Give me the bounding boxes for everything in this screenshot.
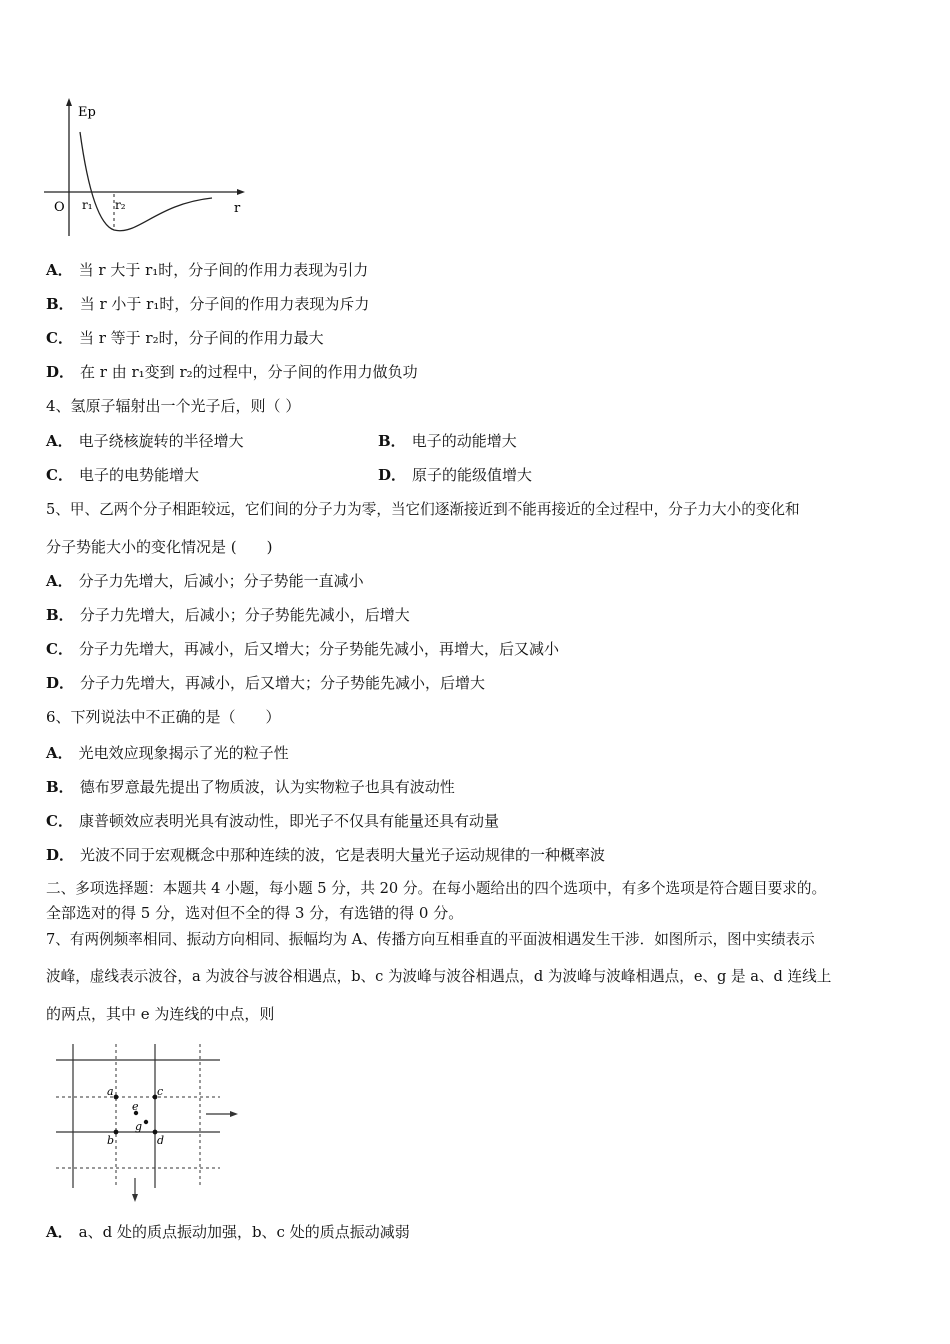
option-letter: A． xyxy=(46,744,73,762)
q3-option-c[interactable] xyxy=(46,328,324,348)
option-letter: A． xyxy=(46,261,73,279)
option-text: 在 r 由 r₁变到 r₂的过程中，分子间的作用力做负功 xyxy=(80,363,418,381)
q5-stem-line1: 5、甲、乙两个分子相距较远，它们间的分子力为零，当它们逐渐接近到不能再接近的全过程中，分子力大小的变化和 xyxy=(46,501,800,518)
label-d: d xyxy=(157,1134,165,1147)
option-letter: D． xyxy=(378,466,407,484)
label-b: b xyxy=(107,1134,115,1147)
option-text: a、d 处的质点振动加强，b、c 处的质点振动减弱 xyxy=(78,1223,410,1241)
potential-curve xyxy=(80,132,212,231)
q4-option-d[interactable] xyxy=(378,465,532,485)
option-text: 电子绕核旋转的半径增大 xyxy=(78,432,244,450)
option-text: 当 r 小于 r₁时，分子间的作用力表现为斥力 xyxy=(79,295,370,313)
option-text: 光波不同于宏观概念中那种连续的波，它是表明大量光子运动规律的一种概率波 xyxy=(80,846,606,864)
q6-option-d[interactable] xyxy=(46,845,605,865)
option-text: 康普顿效应表明光具有波动性，即光子不仅具有能量还具有动量 xyxy=(78,812,499,830)
option-text: 分子力先增大，再减小，后又增大；分子势能先减小，后增大 xyxy=(80,674,486,692)
y-axis-arrow xyxy=(66,98,72,106)
option-letter: B． xyxy=(46,295,74,313)
ep-label: Ep xyxy=(78,105,96,120)
r-axis-label: r xyxy=(234,201,241,216)
q5-stem-line2: 分子势能大小的变化情况是 ( ) xyxy=(46,538,273,556)
label-c: c xyxy=(157,1085,164,1098)
point-b xyxy=(114,1130,119,1135)
q5-option-c[interactable] xyxy=(46,639,559,659)
label-g: g xyxy=(135,1120,143,1133)
q4-option-c[interactable] xyxy=(46,465,199,485)
option-letter: A． xyxy=(46,1223,73,1241)
q5-option-a[interactable] xyxy=(46,571,364,591)
r1-label: r₁ xyxy=(82,198,93,212)
option-letter: D． xyxy=(46,846,75,864)
q4-option-b[interactable] xyxy=(378,431,517,451)
section2-line2: 全部选对的得 5 分，选对但不全的得 3 分，有选错的得 0 分。 xyxy=(46,904,464,922)
option-text: 光电效应现象揭示了光的粒子性 xyxy=(78,744,289,762)
q3-option-a[interactable] xyxy=(46,260,368,280)
label-a: a xyxy=(107,1085,114,1098)
section2-line1: 二、多项选择题：本题共 4 小题，每小题 5 分，共 20 分。在每小题给出的四个选项中，有多个选项是符合题目要求的。 xyxy=(46,880,827,897)
option-text: 分子力先增大，后减小；分子势能先减小，后增大 xyxy=(79,606,410,624)
q3-option-b[interactable] xyxy=(46,294,369,314)
option-letter: B． xyxy=(46,778,74,796)
q6-option-c[interactable] xyxy=(46,811,499,831)
origin-label: O xyxy=(54,200,65,215)
potential-energy-graph xyxy=(40,96,250,241)
interference-diagram xyxy=(48,1040,248,1205)
option-letter: C． xyxy=(46,640,73,658)
q5-option-d[interactable] xyxy=(46,673,485,693)
option-letter: D． xyxy=(46,363,75,381)
option-letter: A． xyxy=(46,572,73,590)
x-axis-arrow xyxy=(237,189,245,195)
r2-label: r₂ xyxy=(115,198,126,212)
down-arrow-head xyxy=(132,1194,138,1202)
point-a xyxy=(114,1095,119,1100)
q5-option-b[interactable] xyxy=(46,605,410,625)
option-text: 分子力先增大，后减小；分子势能一直减小 xyxy=(78,572,364,590)
q7-stem-line3: 的两点，其中 e 为连线的中点，则 xyxy=(46,1005,275,1023)
option-text: 当 r 大于 r₁时，分子间的作用力表现为引力 xyxy=(78,261,369,279)
q7-stem-line2: 波峰，虚线表示波谷，a 为波谷与波谷相遇点，b、c 为波峰与波谷相遇点，d 为波峰与波峰相遇点，e、g 是 a、d 连线上 xyxy=(46,968,832,985)
q4-stem: 4、氢原子辐射出一个光子后，则（ ） xyxy=(46,397,301,415)
right-arrow-head xyxy=(230,1111,238,1117)
option-letter: A． xyxy=(46,432,73,450)
option-letter: C． xyxy=(46,466,73,484)
q3-option-d[interactable] xyxy=(46,362,418,382)
q6-option-a[interactable] xyxy=(46,743,289,763)
option-letter: D． xyxy=(46,674,75,692)
option-text: 电子的电势能增大 xyxy=(78,466,199,484)
option-letter: B． xyxy=(378,432,406,450)
option-text: 德布罗意最先提出了物质波，认为实物粒子也具有波动性 xyxy=(79,778,455,796)
option-letter: C． xyxy=(46,812,73,830)
option-text: 原子的能级值增大 xyxy=(412,466,533,484)
option-letter: C． xyxy=(46,329,73,347)
option-letter: B． xyxy=(46,606,74,624)
point-g xyxy=(144,1120,148,1124)
q6-stem: 6、下列说法中不正确的是（ ） xyxy=(46,708,281,726)
q4-option-a[interactable] xyxy=(46,431,244,451)
q7-option-a[interactable] xyxy=(46,1222,410,1242)
label-e: e xyxy=(132,1100,139,1113)
option-text: 当 r 等于 r₂时，分子间的作用力最大 xyxy=(78,329,324,347)
q7-stem-line1: 7、有两例频率相同、振动方向相同、振幅均为 A、传播方向互相垂直的平面波相遇发生干涉．如图所示，图中实绩表示 xyxy=(46,931,815,948)
q6-option-b[interactable] xyxy=(46,777,455,797)
option-text: 电子的动能增大 xyxy=(411,432,517,450)
option-text: 分子力先增大，再减小，后又增大；分子势能先减小，再增大，后又减小 xyxy=(78,640,559,658)
